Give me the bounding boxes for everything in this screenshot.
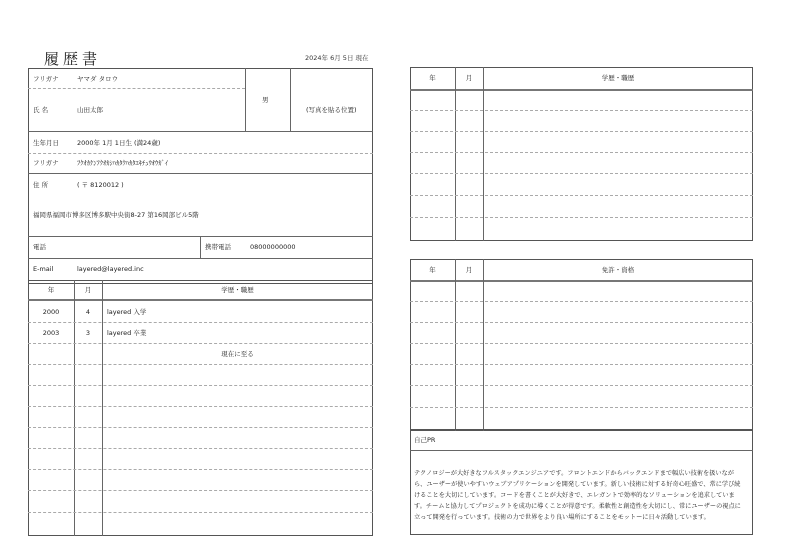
history-header-content: 学歴・職歴 <box>221 286 254 294</box>
address-value: 福岡県福岡市博多区博多駅中央街8-27 第16岡部ビル5階 <box>33 211 199 219</box>
page-title: 履歴書 <box>44 50 102 68</box>
gender-value: 男 <box>262 96 269 104</box>
furigana-value: ヤマダ タロウ <box>77 75 119 83</box>
history-row-1-year: 2000 <box>42 308 60 316</box>
photo-placeholder: (写真を貼る位置) <box>306 106 357 114</box>
history-table-continued <box>410 67 753 241</box>
furigana-label: フリガナ <box>33 75 59 83</box>
address-label: 住 所 <box>33 181 49 189</box>
postal-code: ( 〒 8120012 ) <box>77 181 124 189</box>
name-value: 山田太郎 <box>77 106 103 114</box>
phone-label: 電話 <box>33 243 46 251</box>
address-furigana-value: ﾌｸｵｶｹﾝﾌｸｵｶｼﾊｶﾀｸﾊｶﾀｴｷﾁｭｳｵｳｶﾞｲ <box>77 159 168 167</box>
self-pr-label: 自己PR <box>414 436 436 444</box>
email-value: layered@layered.inc <box>77 265 144 273</box>
address-furigana-label: フリガナ <box>33 159 59 167</box>
history-table <box>28 280 373 536</box>
name-label: 氏 名 <box>33 106 49 114</box>
self-pr-line: 立って開発を行っています。技術の力で世界をより良い場所にすることをモットーに日々活動しています。 <box>414 514 710 521</box>
history-row-1-content: layered 入学 <box>107 308 147 316</box>
birth-value: 2000年 1月 1日生 (満24歳) <box>77 139 161 147</box>
birth-label: 生年月日 <box>33 139 59 147</box>
history-header-year: 年 <box>47 286 55 294</box>
right-history-header-year: 年 <box>429 74 436 82</box>
history-row-3-content: 現在に至る <box>221 350 254 358</box>
right-history-header-content: 学歴・職歴 <box>601 74 635 82</box>
license-header-year: 年 <box>429 266 436 274</box>
date-text: 2024年 6月 5日 現在 <box>305 54 369 62</box>
license-header-month: 月 <box>465 266 473 274</box>
license-table <box>410 259 753 431</box>
self-pr-text <box>414 468 750 523</box>
self-pr-line: ら、ユーザーが使いやすいウェブアプリケーションを開発しています。新しい技術に対する好奇心旺盛で、常に学び続 <box>414 481 741 488</box>
mobile-label: 携帯電話 <box>205 243 231 251</box>
self-pr-line: す。チームと協力してプロジェクトを成功に導くことが得意です。柔軟性と創造性を大切にし、常にユーザーの視点に <box>414 503 741 510</box>
self-pr-line: けることを大切にしています。コードを書くことが大好きで、エレガントで効率的なソリューションを追求していま <box>414 492 735 499</box>
history-row-2-year: 2003 <box>42 329 60 337</box>
history-row-2-month: 3 <box>85 329 91 337</box>
history-row-2-content: layered 卒業 <box>107 329 147 337</box>
self-pr-line: テクノロジーが大好きなフルスタックエンジニアです。フロントエンドからバックエンドまで幅広い技術を扱いなが <box>414 470 734 477</box>
history-row-1-month: 4 <box>85 308 91 316</box>
right-history-header-month: 月 <box>465 74 473 82</box>
history-header-month: 月 <box>84 286 92 294</box>
mobile-value: 08000000000 <box>250 243 296 251</box>
email-label: E-mail <box>33 265 54 273</box>
license-header-content: 免許・資格 <box>601 266 635 274</box>
